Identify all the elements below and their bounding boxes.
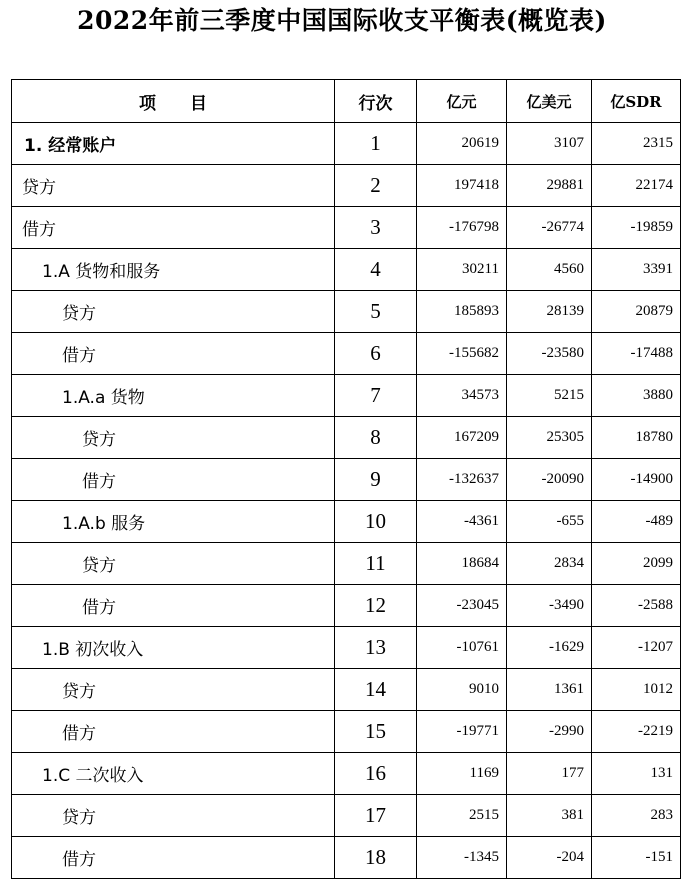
row-number: 8 — [335, 417, 417, 459]
header-cny: 亿元 — [417, 80, 507, 123]
value-usd: -26774 — [507, 207, 592, 249]
value-usd: -23580 — [507, 333, 592, 375]
value-cny: -132637 — [417, 459, 507, 501]
value-usd: -2990 — [507, 711, 592, 753]
value-cny: 197418 — [417, 165, 507, 207]
value-usd: 1361 — [507, 669, 592, 711]
row-number: 14 — [335, 669, 417, 711]
value-cny: 2515 — [417, 795, 507, 837]
value-usd: 4560 — [507, 249, 592, 291]
value-cny: 167209 — [417, 417, 507, 459]
row-label: 1.C 二次收入 — [12, 753, 335, 795]
row-label: 1.A.a 货物 — [12, 375, 335, 417]
table-row — [12, 501, 681, 543]
row-label: 贷方 — [12, 543, 335, 585]
balance-of-payments-table — [11, 79, 681, 879]
table-row — [12, 375, 681, 417]
value-sdr: -489 — [592, 501, 681, 543]
row-number: 2 — [335, 165, 417, 207]
row-label: 1.A 货物和服务 — [12, 249, 335, 291]
row-label: 借方 — [12, 459, 335, 501]
table-row — [12, 795, 681, 837]
value-sdr: -14900 — [592, 459, 681, 501]
value-usd: -20090 — [507, 459, 592, 501]
row-label: 1.A.b 服务 — [12, 501, 335, 543]
value-sdr: 283 — [592, 795, 681, 837]
value-sdr: -19859 — [592, 207, 681, 249]
value-usd: 2834 — [507, 543, 592, 585]
row-number: 6 — [335, 333, 417, 375]
value-sdr: -1207 — [592, 627, 681, 669]
row-number: 18 — [335, 837, 417, 879]
row-number: 15 — [335, 711, 417, 753]
value-cny: 185893 — [417, 291, 507, 333]
value-cny: 18684 — [417, 543, 507, 585]
table-header-row — [12, 80, 681, 123]
value-sdr: -2588 — [592, 585, 681, 627]
table-row — [12, 123, 681, 165]
value-cny: 20619 — [417, 123, 507, 165]
row-number: 7 — [335, 375, 417, 417]
value-cny: 9010 — [417, 669, 507, 711]
value-usd: -204 — [507, 837, 592, 879]
value-cny: 1169 — [417, 753, 507, 795]
table-row — [12, 711, 681, 753]
table-row — [12, 417, 681, 459]
row-label: 1.B 初次收入 — [12, 627, 335, 669]
table-row — [12, 669, 681, 711]
row-number: 3 — [335, 207, 417, 249]
value-cny: 34573 — [417, 375, 507, 417]
value-sdr: 2099 — [592, 543, 681, 585]
row-label: 借方 — [12, 585, 335, 627]
row-number: 17 — [335, 795, 417, 837]
value-cny: -1345 — [417, 837, 507, 879]
row-number: 5 — [335, 291, 417, 333]
value-sdr: 3880 — [592, 375, 681, 417]
value-sdr: 18780 — [592, 417, 681, 459]
table-row — [12, 165, 681, 207]
header-item: 项 目 — [12, 80, 335, 123]
header-usd: 亿美元 — [507, 80, 592, 123]
table-row — [12, 627, 681, 669]
value-sdr: -17488 — [592, 333, 681, 375]
value-sdr: 20879 — [592, 291, 681, 333]
value-usd: -655 — [507, 501, 592, 543]
value-cny: -155682 — [417, 333, 507, 375]
value-usd: -1629 — [507, 627, 592, 669]
row-label: 借方 — [12, 711, 335, 753]
value-usd: 28139 — [507, 291, 592, 333]
table-row — [12, 543, 681, 585]
table-row — [12, 459, 681, 501]
row-number: 9 — [335, 459, 417, 501]
row-label: 借方 — [12, 207, 335, 249]
value-cny: -23045 — [417, 585, 507, 627]
row-number: 10 — [335, 501, 417, 543]
table-row — [12, 207, 681, 249]
row-number: 4 — [335, 249, 417, 291]
value-sdr: -2219 — [592, 711, 681, 753]
value-sdr: 3391 — [592, 249, 681, 291]
table-row — [12, 585, 681, 627]
row-number: 11 — [335, 543, 417, 585]
row-label: 贷方 — [12, 795, 335, 837]
value-cny: -10761 — [417, 627, 507, 669]
header-sdr: 亿SDR — [592, 80, 681, 123]
table-row — [12, 333, 681, 375]
row-label: 借方 — [12, 333, 335, 375]
row-number: 1 — [335, 123, 417, 165]
page-title: 2022年前三季度中国国际收支平衡表(概览表) — [77, 6, 607, 35]
row-label: 借方 — [12, 837, 335, 879]
value-usd: 177 — [507, 753, 592, 795]
row-number: 12 — [335, 585, 417, 627]
value-cny: -4361 — [417, 501, 507, 543]
value-sdr: 131 — [592, 753, 681, 795]
value-sdr: 22174 — [592, 165, 681, 207]
row-number: 16 — [335, 753, 417, 795]
table-row — [12, 291, 681, 333]
value-sdr: 1012 — [592, 669, 681, 711]
row-label: 贷方 — [12, 165, 335, 207]
value-cny: -176798 — [417, 207, 507, 249]
value-sdr: 2315 — [592, 123, 681, 165]
row-number: 13 — [335, 627, 417, 669]
value-usd: 5215 — [507, 375, 592, 417]
value-sdr: -151 — [592, 837, 681, 879]
row-label: 贷方 — [12, 291, 335, 333]
value-usd: 25305 — [507, 417, 592, 459]
value-usd: 381 — [507, 795, 592, 837]
value-usd: 3107 — [507, 123, 592, 165]
table-row — [12, 753, 681, 795]
value-usd: -3490 — [507, 585, 592, 627]
table-row — [12, 837, 681, 879]
value-cny: 30211 — [417, 249, 507, 291]
row-label: 1. 经常账户 — [12, 123, 335, 165]
row-label: 贷方 — [12, 669, 335, 711]
table-row — [12, 249, 681, 291]
value-cny: -19771 — [417, 711, 507, 753]
row-label: 贷方 — [12, 417, 335, 459]
value-usd: 29881 — [507, 165, 592, 207]
header-row-number: 行次 — [335, 80, 417, 123]
